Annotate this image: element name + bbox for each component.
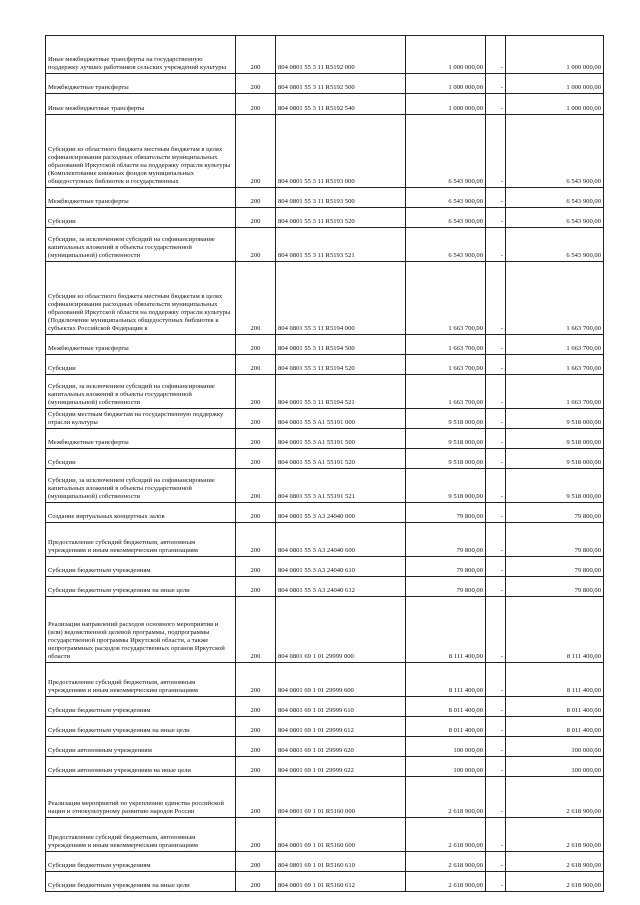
row-type: 200 [236,115,276,188]
table-row [46,818,604,852]
row-type: 200 [236,429,276,449]
row-amount: 8 011 400,00 [406,717,486,737]
table-row [46,355,604,375]
table-row [46,208,604,228]
row-code: 804 0801 69 1 01 R5160 600 [276,818,406,852]
row-change: - [486,355,506,375]
row-name: Межбюджетные трансферты [46,429,236,449]
row-name: Субсидии бюджетным учреждениям [46,697,236,717]
table-row [46,597,604,663]
row-name: Субсидии [46,355,236,375]
row-change: - [486,469,506,503]
row-type: 200 [236,469,276,503]
row-total: 6 543 900,00 [506,228,604,262]
table-row [46,74,604,94]
row-amount: 2 618 900,00 [406,818,486,852]
row-name: Субсидии из областного бюджета местным бюджетам в целях софинансирования расходных обязательств муниципальных образований Иркутской области на поддержку отрасли культуры (Комплектование книжных фондов муниципальных общедоступных библиотек и государственных [46,115,236,188]
row-code: 804 0801 69 1 01 29999 622 [276,757,406,777]
row-name: Межбюджетные трансферты [46,188,236,208]
row-type: 200 [236,449,276,469]
row-change: - [486,597,506,663]
row-amount: 1 663 700,00 [406,262,486,335]
row-total: 79 800,00 [506,523,604,557]
row-total: 9 518 000,00 [506,469,604,503]
row-change: - [486,777,506,818]
row-amount: 9 518 000,00 [406,429,486,449]
row-total: 2 618 900,00 [506,818,604,852]
row-type: 200 [236,188,276,208]
row-type: 200 [236,74,276,94]
table-row [46,577,604,597]
row-amount: 2 618 900,00 [406,777,486,818]
table-row [46,262,604,335]
row-name: Субсидии [46,208,236,228]
row-type: 200 [236,262,276,335]
row-type: 200 [236,94,276,115]
row-change: - [486,409,506,429]
row-type: 200 [236,355,276,375]
row-name: Иные межбюджетные трансферты на государственную поддержку лучших работников сельских учреждений культуры [46,36,236,74]
row-code: 804 0801 55 3 11 R5194 521 [276,375,406,409]
row-type: 200 [236,208,276,228]
row-code: 804 0801 55 3 A3 24040 000 [276,503,406,523]
row-change: - [486,757,506,777]
row-total: 2 618 900,00 [506,777,604,818]
table-row [46,503,604,523]
row-amount: 9 518 000,00 [406,449,486,469]
row-type: 200 [236,375,276,409]
row-change: - [486,208,506,228]
row-change: - [486,228,506,262]
row-code: 804 0801 55 3 11 R5193 521 [276,228,406,262]
row-code: 804 0801 55 3 11 R5193 520 [276,208,406,228]
row-type: 200 [236,409,276,429]
row-code: 804 0801 55 3 A1 55191 521 [276,469,406,503]
row-amount: 1 663 700,00 [406,375,486,409]
row-total: 1 000 000,00 [506,74,604,94]
row-type: 200 [236,523,276,557]
row-amount: 1 000 000,00 [406,36,486,74]
row-code: 804 0801 69 1 01 29999 620 [276,737,406,757]
row-total: 1 663 700,00 [506,335,604,355]
row-name: Межбюджетные трансферты [46,74,236,94]
row-total: 2 618 900,00 [506,852,604,872]
row-name: Субсидии местным бюджетам на государственную поддержку отрасли культуры [46,409,236,429]
row-type: 200 [236,503,276,523]
row-total: 8 011 400,00 [506,717,604,737]
row-name: Предоставление субсидий бюджетным, автономным учреждениям и иным некоммерческим организациям [46,818,236,852]
row-total: 100 000,00 [506,737,604,757]
row-total: 9 518 000,00 [506,429,604,449]
row-name: Субсидии бюджетным учреждениям на иные цели [46,717,236,737]
table-row [46,188,604,208]
row-amount: 8 011 400,00 [406,697,486,717]
row-code: 804 0801 55 3 11 R5192 500 [276,74,406,94]
row-total: 6 543 900,00 [506,188,604,208]
row-total: 2 618 900,00 [506,872,604,892]
row-amount: 9 518 000,00 [406,469,486,503]
row-type: 200 [236,577,276,597]
row-name: Предоставление субсидий бюджетным, автономным учреждениям и иным некоммерческим организациям [46,523,236,557]
table-row [46,663,604,697]
row-code: 804 0801 55 3 11 R5192 540 [276,94,406,115]
row-code: 804 0801 55 3 A1 55191 520 [276,449,406,469]
table-row [46,557,604,577]
row-total: 79 800,00 [506,577,604,597]
row-total: 1 663 700,00 [506,262,604,335]
table-row [46,429,604,449]
row-code: 804 0801 55 3 11 R5192 000 [276,36,406,74]
row-code: 804 0801 55 3 A3 24040 600 [276,523,406,557]
row-total: 8 111 400,00 [506,597,604,663]
row-type: 200 [236,717,276,737]
table-row [46,737,604,757]
row-name: Межбюджетные трансферты [46,335,236,355]
row-type: 200 [236,818,276,852]
row-name: Предоставление субсидий бюджетным, автономным учреждениям и иным некоммерческим организациям [46,663,236,697]
row-name: Субсидии [46,449,236,469]
row-amount: 9 518 000,00 [406,409,486,429]
row-name: Субсидии бюджетным учреждениям на иные цели [46,577,236,597]
row-change: - [486,262,506,335]
row-amount: 8 111 400,00 [406,597,486,663]
row-code: 804 0801 69 1 01 R5160 610 [276,852,406,872]
row-change: - [486,697,506,717]
row-type: 200 [236,757,276,777]
row-amount: 2 618 900,00 [406,852,486,872]
row-amount: 8 111 400,00 [406,663,486,697]
budget-table [45,35,604,892]
row-change: - [486,523,506,557]
row-code: 804 0801 55 3 A1 55191 500 [276,429,406,449]
table-row [46,872,604,892]
row-code: 804 0801 55 3 11 R5194 520 [276,355,406,375]
row-amount: 6 543 900,00 [406,228,486,262]
row-total: 6 543 900,00 [506,208,604,228]
table-row [46,449,604,469]
row-change: - [486,94,506,115]
table-row [46,94,604,115]
row-name: Субсидии бюджетным учреждениям [46,557,236,577]
row-type: 200 [236,36,276,74]
row-type: 200 [236,777,276,818]
row-total: 1 000 000,00 [506,94,604,115]
row-code: 804 0801 55 3 11 R5193 500 [276,188,406,208]
row-name: Создание виртуальных концертных залов [46,503,236,523]
table-row [46,523,604,557]
table-row [46,717,604,737]
row-name: Реализация мероприятий по укреплению единства российской нации и этнокультурному развитию народов России [46,777,236,818]
row-name: Субсидии автономным учреждениям [46,737,236,757]
row-amount: 100 000,00 [406,737,486,757]
row-amount: 1 000 000,00 [406,74,486,94]
table-row [46,697,604,717]
row-amount: 79 800,00 [406,523,486,557]
row-code: 804 0801 69 1 01 R5160 000 [276,777,406,818]
row-type: 200 [236,697,276,717]
row-type: 200 [236,872,276,892]
row-total: 79 800,00 [506,557,604,577]
row-amount: 6 543 900,00 [406,188,486,208]
table-row [46,335,604,355]
row-name: Субсидии, за исключением субсидий на софинансирование капитальных вложений в объекты государственной (муниципальной) собственности [46,228,236,262]
row-change: - [486,429,506,449]
row-amount: 6 543 900,00 [406,208,486,228]
row-amount: 79 800,00 [406,503,486,523]
row-name: Субсидии бюджетным учреждениям на иные цели [46,872,236,892]
row-name: Субсидии автономным учреждениям на иные цели [46,757,236,777]
table-row [46,777,604,818]
row-name: Субсидии бюджетным учреждениям [46,852,236,872]
row-code: 804 0801 55 3 A1 55191 000 [276,409,406,429]
row-amount: 6 543 900,00 [406,115,486,188]
row-change: - [486,872,506,892]
row-change: - [486,335,506,355]
row-name: Иные межбюджетные трансферты [46,94,236,115]
row-total: 8 011 400,00 [506,697,604,717]
row-amount: 1 000 000,00 [406,94,486,115]
row-name: Субсидии, за исключением субсидий на софинансирование капитальных вложений в объекты государственной (муниципальной) собственности [46,469,236,503]
row-code: 804 0801 69 1 01 29999 600 [276,663,406,697]
row-change: - [486,503,506,523]
row-code: 804 0801 55 3 11 R5194 000 [276,262,406,335]
row-code: 804 0801 55 3 11 R5194 500 [276,335,406,355]
table-row [46,36,604,74]
row-change: - [486,74,506,94]
row-total: 1 000 000,00 [506,36,604,74]
row-name: Субсидии, за исключением субсидий на софинансирование капитальных вложений в объекты государственной (муниципальной) собственности [46,375,236,409]
row-code: 804 0801 69 1 01 29999 610 [276,697,406,717]
row-change: - [486,449,506,469]
row-type: 200 [236,228,276,262]
row-type: 200 [236,597,276,663]
row-code: 804 0801 55 3 11 R5193 000 [276,115,406,188]
row-total: 1 663 700,00 [506,375,604,409]
row-amount: 79 800,00 [406,577,486,597]
row-change: - [486,852,506,872]
table-row [46,375,604,409]
row-change: - [486,36,506,74]
row-code: 804 0801 55 3 A3 24040 610 [276,557,406,577]
table-row [46,409,604,429]
row-change: - [486,663,506,697]
row-amount: 100 000,00 [406,757,486,777]
table-row [46,757,604,777]
row-total: 8 111 400,00 [506,663,604,697]
row-code: 804 0801 69 1 01 29999 612 [276,717,406,737]
row-name: Субсидии из областного бюджета местным бюджетам в целях софинансирования расходных обязательств муниципальных образований Иркутской области на поддержку отрасли культуры (Подключение муниципальных общедоступных библиотек к субъектах Российской Федерации к [46,262,236,335]
row-name: Реализация направлений расходов основного мероприятия и (или) ведомственной целевой программы, подпрограммы государственной программы Иркутской области, а также непрограммных расходов государственных органов Иркутской области [46,597,236,663]
row-type: 200 [236,852,276,872]
row-change: - [486,717,506,737]
row-type: 200 [236,335,276,355]
row-code: 804 0801 69 1 01 29999 000 [276,597,406,663]
row-change: - [486,375,506,409]
row-total: 1 663 700,00 [506,355,604,375]
row-change: - [486,577,506,597]
row-total: 9 518 000,00 [506,449,604,469]
row-change: - [486,188,506,208]
row-change: - [486,557,506,577]
row-total: 6 543 900,00 [506,115,604,188]
row-amount: 79 800,00 [406,557,486,577]
row-change: - [486,115,506,188]
row-amount: 1 663 700,00 [406,335,486,355]
table-row [46,228,604,262]
row-total: 79 800,00 [506,503,604,523]
table-row [46,115,604,188]
row-amount: 2 618 900,00 [406,872,486,892]
row-total: 100 000,00 [506,757,604,777]
row-type: 200 [236,557,276,577]
table-row [46,469,604,503]
row-amount: 1 663 700,00 [406,355,486,375]
row-total: 9 518 000,00 [506,409,604,429]
row-change: - [486,737,506,757]
row-type: 200 [236,663,276,697]
table-row [46,852,604,872]
row-type: 200 [236,737,276,757]
row-code: 804 0801 69 1 01 R5160 612 [276,872,406,892]
row-change: - [486,818,506,852]
row-code: 804 0801 55 3 A3 24040 612 [276,577,406,597]
